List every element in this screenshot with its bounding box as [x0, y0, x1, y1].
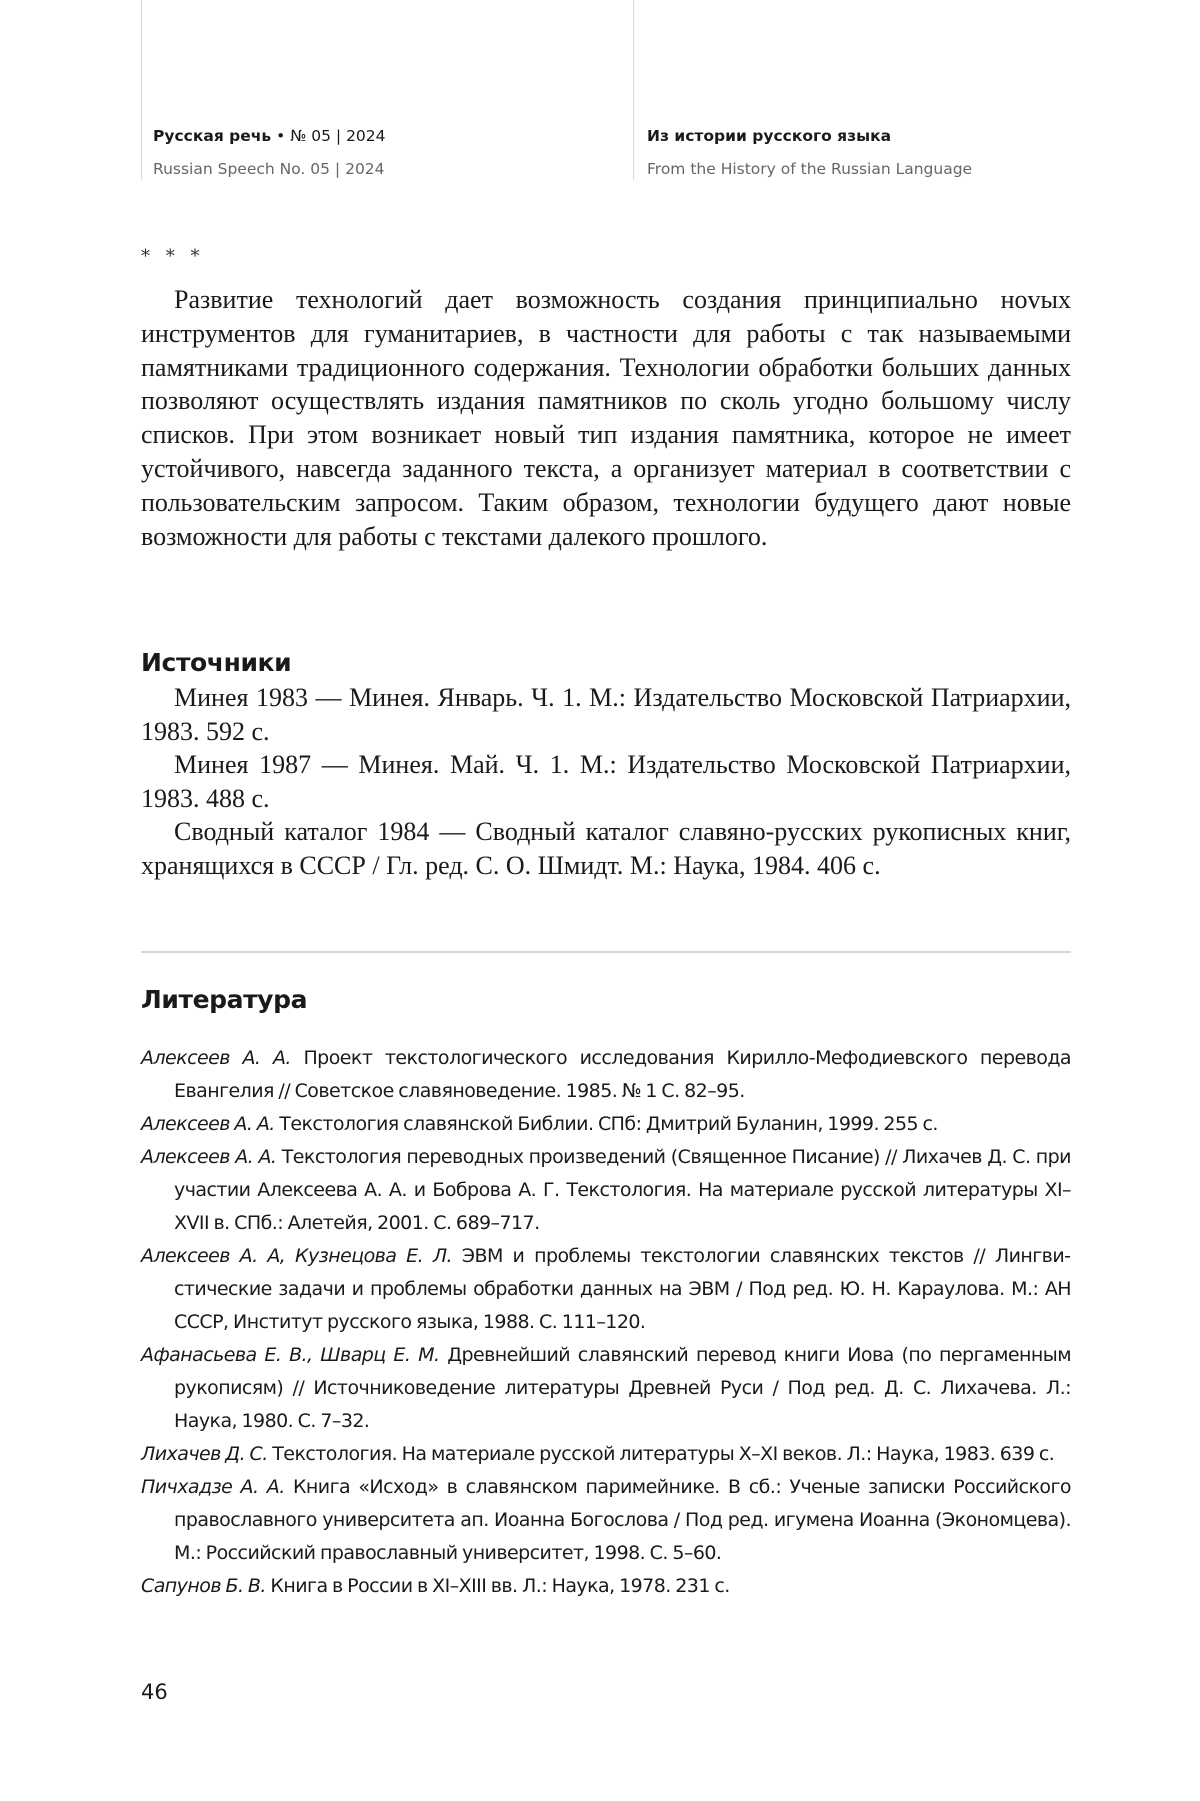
literature-author: Афанасьева Е. В., Шварц Е. М. [141, 1344, 440, 1366]
header-divider-left [141, 0, 142, 180]
running-header-journal [153, 124, 386, 181]
literature-text: Книга «Исход» в славянском паримейнике. В сб.: Ученые записки Российского православного университета ап. Иоанна Богослова / Под ред. игумена Иоанна (Экономцева). М.: Российский православный университет, 1998. С. 5–60. [174, 1476, 1071, 1564]
literature-item [141, 1141, 1071, 1240]
literature-author: Алексеев А. А, Кузнецова Е. Л. [141, 1245, 453, 1267]
source-item: Сводный каталог 1984 — Сводный каталог славяно-русских рукописных книг, хранящихся в СССР / Гл. ред. С. О. Шмидт. М.: Наука, 1984. 406 с. [141, 817, 1071, 880]
literature-item [141, 1570, 1071, 1603]
section-title-en: From the History of the Russian Language [647, 160, 973, 178]
section-separator: * * * [141, 246, 205, 267]
journal-name: Русская речь [153, 127, 272, 145]
literature-item [141, 1042, 1071, 1108]
literature-author: Пичхадзе А. А. [141, 1476, 285, 1498]
literature-text: Текстология переводных произведений (Священное Писание) // Лихачев Д. С. при участии Алексеева А. А. и Боброва А. Г. Текстология. На материале русской литературы XI–XVII в. СПб.: Алетейя, 2001. С. 689–717. [174, 1146, 1071, 1234]
literature-heading: Литература [141, 985, 308, 1014]
literature-author: Алексеев А. А. [141, 1047, 291, 1069]
literature-author: Сапунов Б. В. [141, 1575, 266, 1597]
journal-title-en: Russian Speech No. 05 | 2024 [153, 160, 385, 178]
section-title-ru [647, 124, 972, 148]
literature-author: Алексеев А. А. [141, 1113, 275, 1135]
literature-list [141, 1042, 1071, 1603]
literature-item [141, 1240, 1071, 1339]
sources-list [141, 681, 1071, 883]
literature-text: ЭВМ и проблемы текстологии славянских текстов // Лингвистические задачи и проблемы обработки данных на ЭВМ / Под ред. Ю. Н. Караулова. М.: АН СССР, Институт русского языка, 1988. С. 111–120. [174, 1245, 1071, 1333]
page-number: 46 [141, 1680, 168, 1704]
literature-text: Книга в России в XI–XIII вв. Л.: Наука, 1978. 231 с. [265, 1575, 730, 1597]
section-rule [141, 951, 1071, 953]
literature-item [141, 1438, 1071, 1471]
section-name: Из истории русского языка [647, 127, 892, 145]
source-item: Минея 1987 — Минея. Май. Ч. 1. М.: Издательство Московской Патриархии, 1983. 488 с. [141, 750, 1071, 813]
journal-issue: № 05 | 2024 [290, 127, 386, 145]
journal-title-ru: Русская речь • № 05 | 2024 [153, 127, 386, 145]
literature-text: Древнейший славянский перевод книги Иова (по пергаменным рукописям) // Источниковедение литературы Древней Руси / Под ред. Д. С. Лихачева. Л.: Наука, 1980. С. 7–32. [174, 1344, 1071, 1432]
source-item: Минея 1983 — Минея. Январь. Ч. 1. М.: Издательство Московской Патриархии, 1983. 592 с. [141, 683, 1071, 746]
running-header-section [647, 124, 972, 181]
header-divider-right [633, 0, 634, 180]
literature-item [141, 1339, 1071, 1438]
literature-author: Алексеев А. А. [141, 1146, 277, 1168]
literature-item [141, 1108, 1071, 1141]
literature-text: Проект текстологического исследования Кирилло-Мефодиевского перевода Евангелия // Советское славяноведение. 1985. № 1 С. 82–95. [174, 1047, 1072, 1102]
conclusion-paragraph: Развитие технологий дает возможность создания принципиально ноvых инструментов для гуманитариев, в частности для работы с так называемыми памятниками традиционного содержания. Технологии обработки больших данных позволяют осуществлять издания памятников по сколь угодно большому числу списков. При этом возникает новый тип издания памятника, которое не имеет устойчивого, навсегда заданного текста, а организует материал в соответствии с пользовательским запросом. Таким образом, технологии будущего дают новые возможности для работы с текстами далекого прошлого. [141, 285, 1071, 551]
literature-text: Текстология. На материале русской литературы X–XI веков. Л.: Наука, 1983. 639 с. [267, 1443, 1055, 1465]
literature-item [141, 1471, 1071, 1570]
literature-author: Лихачев Д. С. [141, 1443, 268, 1465]
literature-text: Текстология славянской Библии. СПб: Дмитрий Буланин, 1999. 255 с. [274, 1113, 938, 1135]
sources-heading: Источники [141, 648, 292, 677]
